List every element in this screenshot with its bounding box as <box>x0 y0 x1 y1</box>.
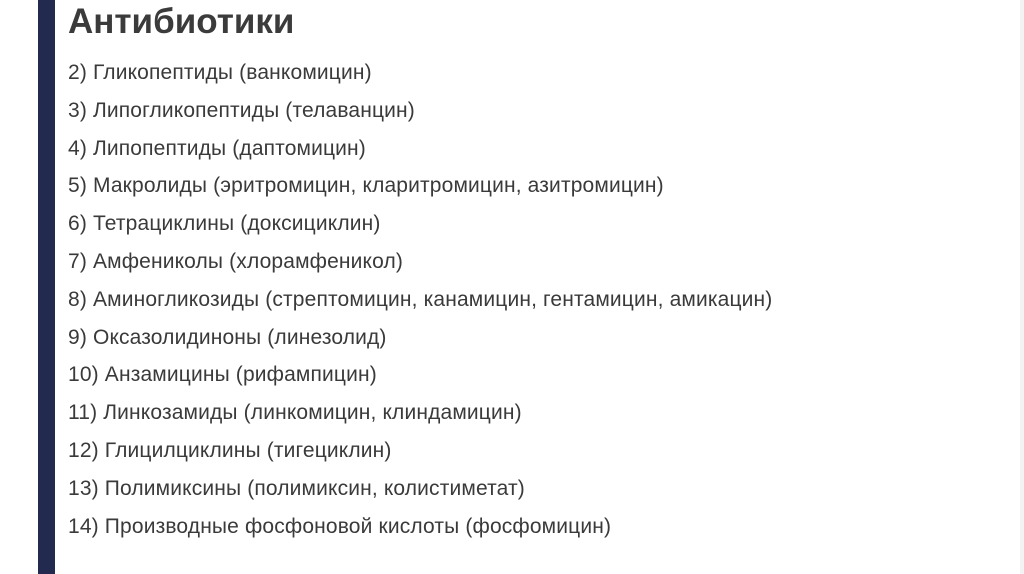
list-item: 10) Анзамицины (рифампицин) <box>68 363 377 387</box>
list-item: 4) Липопептиды (даптомицин) <box>68 136 366 160</box>
list-item: 12) Глицилциклины (тигециклин) <box>68 438 392 462</box>
accent-bar <box>38 0 55 574</box>
list-item: 5) Макролиды (эритромицин, кларитромицин, азитромицин) <box>68 174 664 198</box>
list-item: 2) Гликопептиды (ванкомицин) <box>68 61 372 84</box>
list-item: 9) Оксазолидиноны (линезолид) <box>68 325 387 349</box>
list-item: 3) Липогликопептиды (телаванцин) <box>68 98 415 122</box>
list-item: 7) Амфениколы (хлорамфеникол) <box>68 249 404 273</box>
antibiotic-list <box>68 54 772 545</box>
list-item: 11) Линкозамиды (линкомицин, клиндамицин) <box>68 401 522 425</box>
list-item: 8) Аминогликозиды (стрептомицин, канамицин, гентамицин, амикацин) <box>68 287 773 311</box>
list-item: 6) Тетрациклины (доксициклин) <box>68 212 381 236</box>
list-item: 13) Полимиксины (полимиксин, колистиметат) <box>68 476 525 500</box>
slide-title: Антибиотики <box>68 2 295 41</box>
list-item: 14) Производные фосфоновой кислоты (фосфомицин) <box>68 514 612 538</box>
slide-edge <box>1020 0 1024 574</box>
